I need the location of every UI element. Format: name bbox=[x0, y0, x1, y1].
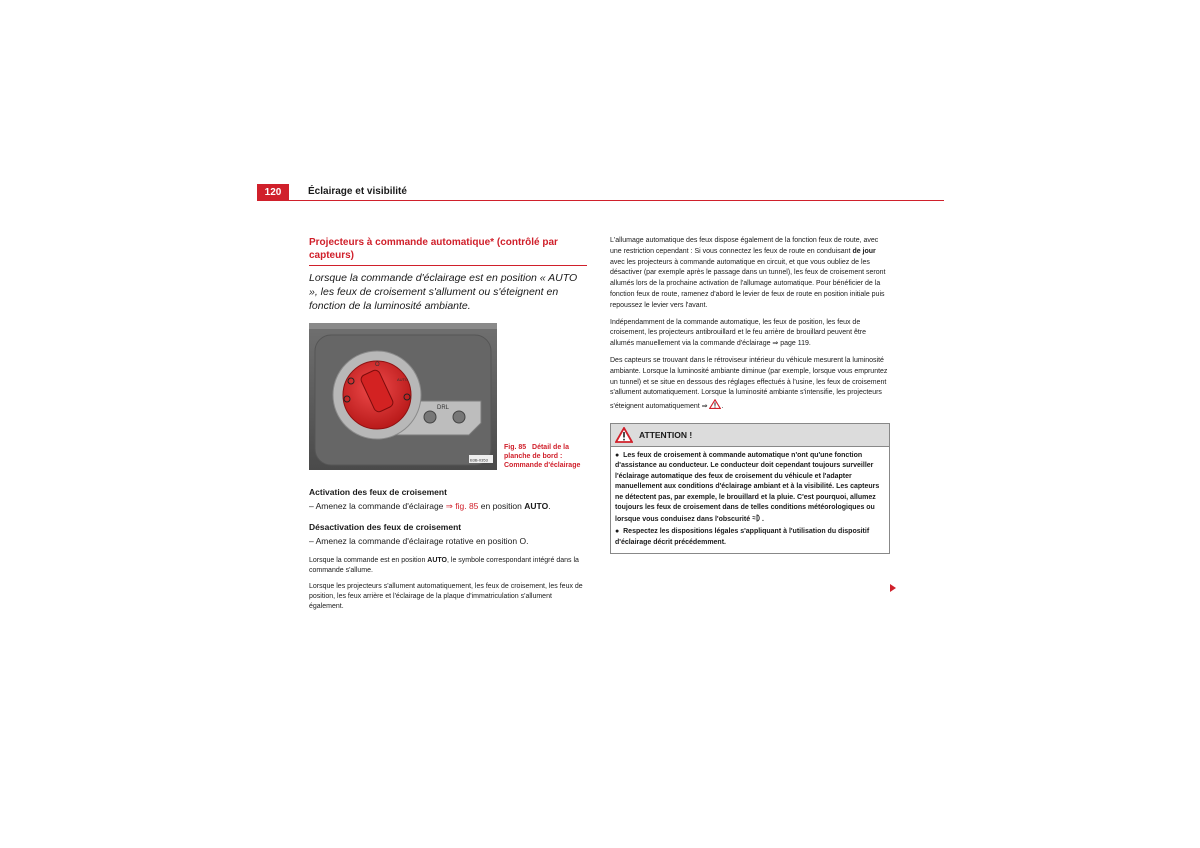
lead-paragraph: Lorsque la commande d'éclairage est en position « AUTO », les feux de croisement s'allument ou s'éteignent en fonction de la luminosité ambiante. bbox=[309, 272, 578, 312]
continue-arrow-icon bbox=[889, 584, 897, 592]
activation-heading: Activation des feux de croisement bbox=[309, 487, 447, 497]
paragraph-manual: Indépendamment de la commande automatique, les feux de position, les feux de croisement, les projecteurs antibrouillard et le feu arrière de brouillard peuvent être allumés manuellement via la commande d'éclairage ⇒ page 119. bbox=[610, 318, 867, 348]
note1-keyword: AUTO bbox=[427, 557, 448, 564]
section-title: Projecteurs à commande automatique* (contrôlé par capteurs) bbox=[309, 237, 558, 261]
note1-text: Lorsque la commande est en position bbox=[309, 557, 428, 564]
figure-light-switch bbox=[309, 323, 497, 470]
light-switch-illustration bbox=[309, 323, 497, 470]
instructions bbox=[309, 487, 587, 618]
deactivation-step: – Amenez la commande d'éclairage rotative en position O. bbox=[309, 536, 529, 546]
warning-triangle-icon bbox=[709, 399, 721, 409]
deactivation-heading: Désactivation des feux de croisement bbox=[309, 522, 462, 532]
note1-text-post: , le symbole correspondant intégré dans la commande s'allume. bbox=[309, 557, 579, 574]
activation-text-mid: en position bbox=[478, 501, 525, 511]
figure-code: B3B-0353 bbox=[470, 457, 488, 463]
bullet: ● bbox=[615, 451, 620, 459]
auto-keyword: AUTO bbox=[524, 501, 549, 511]
p1-bold: de jour bbox=[852, 247, 876, 255]
note-lights: Lorsque les projecteurs s'allument automatiquement, les feux de croisement, les feux de position, les feux arrière et l'éclairage de la plaque d'immatriculation s'allument également. bbox=[309, 583, 583, 610]
warning-item bbox=[615, 527, 884, 548]
warning-body bbox=[611, 447, 889, 554]
chapter-title: Éclairage et visibilité bbox=[308, 186, 407, 197]
auto-label: AUTO bbox=[397, 377, 409, 382]
figure-caption bbox=[504, 443, 584, 470]
activation-text: – Amenez la commande d'éclairage bbox=[309, 501, 446, 511]
header-rule bbox=[257, 200, 944, 201]
p1-text-post: avec les projecteurs à commande automatique en circuit, et que vous oubliez de les désactiver (par exemple après le passage dans un tunnel), les feux de croisement seront allumés lors de la prochaine activation de l'allumage automatique. Pour bénéficier de la fonction feux de route, ramenez d'abord le levier de feux de route en position initiale puis repoussez le levier vers l'avant. bbox=[610, 258, 886, 309]
p3-text: Des capteurs se trouvant dans le rétroviseur intérieur du véhicule mesurent la luminosité ambiante. Lorsque la luminosité ambiante diminue (par exemple, lorsque vous empruntez un tunnel) et se situe en dessous des réglages effectués à l'usine, les feux de croisement s'allument automatiquement. Lorsque la luminosité ambiante s'intensifie, les projecteurs s'éteignent automatiquement ⇒ bbox=[610, 356, 888, 411]
figure-reference-link[interactable]: ⇒ fig. 85 bbox=[445, 501, 479, 511]
warning-box bbox=[610, 423, 890, 555]
off-label: O bbox=[375, 362, 380, 368]
warning-item1-text: Les feux de croisement à commande automatique n'ont qu'une fonction d'assistance au conducteur. Le conducteur doit cependant toujours surveiller l'éclairage automatique des feux de croisement du véhicule et l'adapter manuellement aux conditions d'éclairage ambiant et à la visibilité. Les capteurs ne détectent pas, par exemple, le brouillard et la pluie. C'est pourquoi, allumez toujours les feux de croisement dans de telles conditions météorologiques ou lorsque vous conduisez dans l'obscurité bbox=[615, 451, 880, 523]
activation-end: . bbox=[548, 501, 551, 511]
low-beam-icon bbox=[752, 514, 762, 522]
activation-step bbox=[309, 501, 587, 512]
bullet: ● bbox=[615, 528, 620, 536]
paragraph-high-beam bbox=[610, 236, 889, 312]
figure-number: Fig. 85 bbox=[504, 444, 527, 451]
warning-header bbox=[611, 424, 889, 447]
right-column bbox=[610, 236, 889, 554]
left-column bbox=[309, 236, 587, 610]
page-number: 120 bbox=[257, 184, 289, 201]
warning-item: ● Les feux de croisement à commande automatique n'ont qu'une fonction d'assistance au conducteur. Le conducteur doit cependant toujours surveiller l'éclairage automatique des feux de croisement du véhicule et l'adapter manuellement aux conditions d'éclairage ambiant et à la visibilité. Les capteurs ne détectent pas, par exemple, le brouillard et la pluie. C'est pourquoi, allumez toujours les feux de croisement dans de telles conditions météorologiques ou lorsque vous conduisez dans l'obscurité . bbox=[615, 451, 880, 523]
title-rule bbox=[309, 265, 587, 266]
p1-text: L'allumage automatique des feux dispose également de la fonction feux de route, avec une restriction cependant : Si vous connectez les feux de route en conduisant bbox=[610, 237, 879, 255]
warning-label: ATTENTION ! bbox=[639, 429, 693, 440]
paragraph-sensors: Des capteurs se trouvant dans le rétroviseur intérieur du véhicule mesurent la luminosité ambiante. Lorsque la luminosité ambiante diminue (par exemple, lorsque vous empruntez un tunnel) et se situe en dessous des réglages effectués à l'usine, les feux de croisement s'allument automatiquement. Lorsque la luminosité ambiante s'intensifie, les projecteurs s'éteignent automatiquement ⇒ . bbox=[610, 356, 888, 411]
warning-triangle-icon bbox=[615, 427, 633, 443]
page-header bbox=[257, 184, 944, 202]
note-auto-symbol bbox=[309, 556, 587, 576]
drl-label: DRL bbox=[437, 405, 450, 411]
warning-item2-text: Respectez les dispositions légales s'appliquant à l'utilisation du dispositif d'éclairage décrit précédemment. bbox=[615, 528, 870, 546]
figure-caption-text: Détail de la planche de bord : Commande d'éclairage bbox=[504, 444, 581, 469]
